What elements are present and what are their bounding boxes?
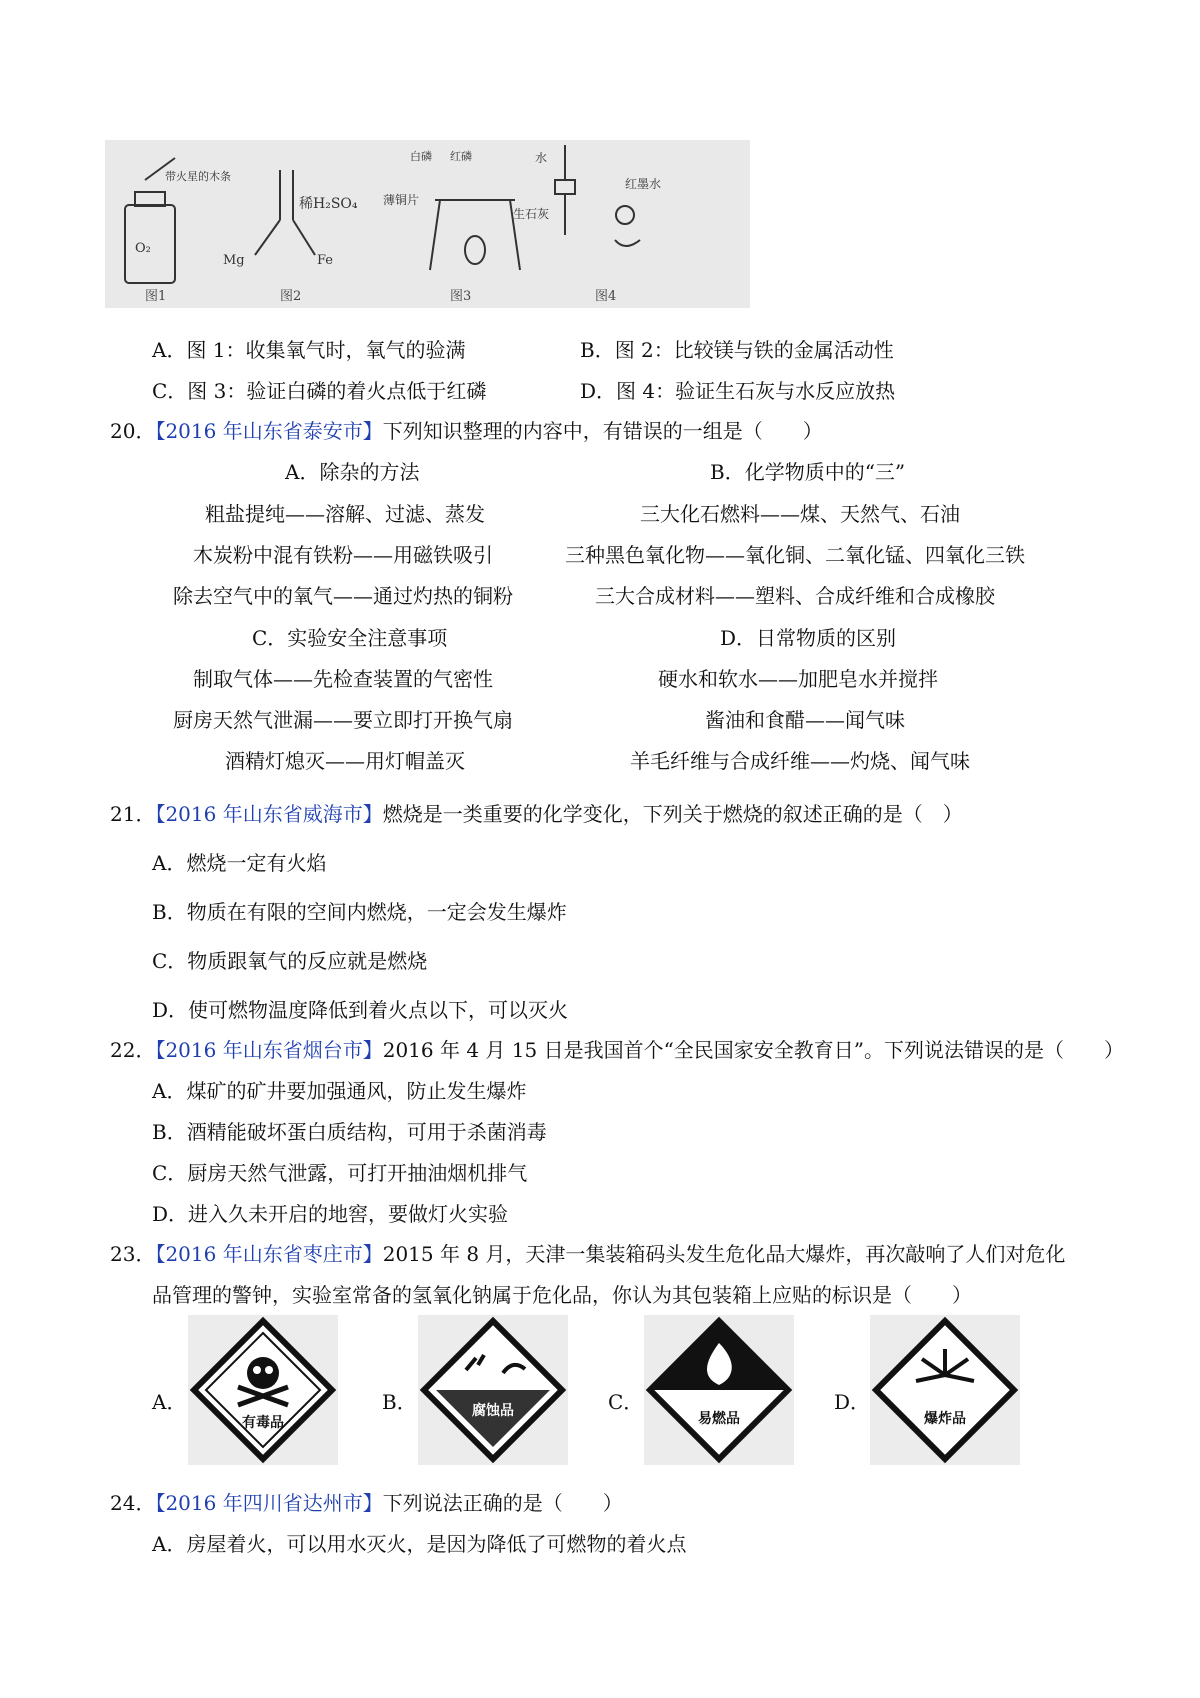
fig4-lime: 生石灰 — [513, 207, 550, 221]
q21-number: 21． — [110, 802, 156, 826]
fig2-acid: 稀H₂SO₄ — [299, 196, 358, 212]
sign-text-flammable: 易燃品 — [698, 1411, 740, 1427]
fig2-fe: Fe — [317, 253, 334, 268]
fig-caption-1: 图1 — [145, 289, 167, 304]
skull-icon — [247, 1357, 279, 1389]
q24-stem: 下列说法正确的是（ ） — [382, 1491, 623, 1515]
q22-option-d: D．进入久未开启的地窖，要做灯火实验 — [152, 1202, 509, 1226]
q20-source: 【2016 年山东省泰安市】 — [155, 419, 383, 443]
fig1-gas: O₂ — [135, 241, 151, 256]
q20-group-c-item: 酒精灯熄灭——用灯帽盖灭 — [225, 749, 465, 773]
q19-figure-strip — [105, 140, 750, 308]
q19-option-d: D．图 4：验证生石灰与水反应放热 — [580, 379, 896, 403]
q21-option-d: D．使可燃物温度降低到着火点以下，可以灭火 — [152, 998, 569, 1022]
q24-source: 【2016 年四川省达州市】 — [155, 1491, 383, 1515]
q20-group-a-title: A．除杂的方法 — [285, 460, 420, 484]
sign-text-toxic: 有毒品 — [242, 1415, 284, 1431]
q20-stem-line — [110, 421, 823, 441]
q21-stem-line — [110, 804, 963, 824]
fig3-plate: 薄铜片 — [383, 193, 420, 207]
q22-number: 22． — [110, 1038, 156, 1062]
q23-source: 【2016 年山东省枣庄市】 — [155, 1242, 383, 1266]
sign-explosive — [870, 1315, 1020, 1465]
q21-stem: 燃烧是一类重要的化学变化，下列关于燃烧的叙述正确的是（ ） — [382, 802, 963, 826]
fig-caption-4: 图4 — [595, 289, 617, 304]
q24-number: 24． — [110, 1491, 156, 1515]
q24-option-a: A．房屋着火，可以用水灭火，是因为降低了可燃物的着火点 — [152, 1532, 687, 1556]
q20-stem: 下列知识整理的内容中，有错误的一组是（ ） — [382, 419, 823, 443]
q23-stem-2: 品管理的警钟，实验室常备的氢氧化钠属于危化品，你认为其包装箱上应贴的标识是（ ） — [152, 1283, 972, 1307]
fig1-splint-label: 带火星的木条 — [165, 170, 231, 183]
fig-caption-2: 图2 — [280, 289, 302, 304]
q20-number: 20． — [110, 419, 156, 443]
q19-option-a: A．图 1：收集氧气时，氧气的验满 — [152, 338, 466, 362]
fig2-mg: Mg — [223, 253, 245, 268]
fig3-red-p: 红磷 — [450, 150, 472, 163]
q20-group-c-item: 制取气体——先检查装置的气密性 — [193, 667, 493, 691]
q23-option-c-letter: C． — [608, 1390, 644, 1414]
q20-group-b-item: 三大合成材料——塑料、合成纤维和合成橡胶 — [595, 584, 995, 608]
q20-group-b-title: B．化学物质中的“三” — [710, 460, 906, 484]
q23-stem-line — [110, 1244, 1065, 1264]
q20-group-a-item: 木炭粉中混有铁粉——用磁铁吸引 — [193, 543, 493, 567]
fig3-white-p: 白磷 — [410, 150, 432, 163]
q23-option-a-letter: A． — [152, 1390, 187, 1414]
q20-group-d-item: 羊毛纤维与合成纤维——灼烧、闻气味 — [630, 749, 970, 773]
fig2-y-tube — [255, 170, 315, 255]
q20-group-a-item: 粗盐提纯——溶解、过滤、蒸发 — [205, 502, 485, 526]
q20-group-c-title: C．实验安全注意事项 — [252, 626, 448, 650]
fig3-copper-plate-setup — [430, 200, 520, 270]
q22-option-a: A．煤矿的矿井要加强通风，防止发生爆炸 — [152, 1079, 527, 1103]
q21-option-c: C．物质跟氧气的反应就是燃烧 — [152, 949, 428, 973]
fig4-ink: 红墨水 — [625, 177, 662, 191]
sign-text-corrosive: 腐蚀品 — [472, 1403, 514, 1419]
q20-group-b-item: 三大化石燃料——煤、天然气、石油 — [640, 502, 960, 526]
fig4-water: 水 — [535, 151, 548, 165]
sign-text-explosive: 爆炸品 — [924, 1411, 966, 1427]
sign-corrosive — [418, 1315, 568, 1465]
q23-option-b-letter: B． — [382, 1390, 417, 1414]
q20-group-c-item: 厨房天然气泄漏——要立即打开换气扇 — [173, 708, 513, 732]
q21-option-b: B．物质在有限的空间内燃烧，一定会发生爆炸 — [152, 900, 567, 924]
q23-number: 23． — [110, 1242, 156, 1266]
q20-group-d-title: D．日常物质的区别 — [720, 626, 897, 650]
q20-group-d-item: 硬水和软水——加肥皂水并搅拌 — [658, 667, 938, 691]
q22-stem: 2016 年 4 月 15 日是我国首个“全民国家安全教育日”。下列说法错误的是（ ） — [382, 1038, 1125, 1062]
q22-stem-line — [110, 1040, 1124, 1060]
q19-option-c: C．图 3：验证白磷的着火点低于红磷 — [152, 379, 487, 403]
fig-caption-3: 图3 — [450, 289, 472, 304]
q23-option-d-letter: D． — [834, 1390, 871, 1414]
fig4-lime-water-setup — [555, 145, 640, 246]
q20-group-a-item: 除去空气中的氧气——通过灼热的铜粉 — [173, 584, 513, 608]
q22-option-c: C．厨房天然气泄露，可打开抽油烟机排气 — [152, 1161, 528, 1185]
q23-stem-1: 2015 年 8 月，天津一集装箱码头发生危化品大爆炸，再次敲响了人们对危化 — [382, 1242, 1066, 1266]
sign-toxic — [188, 1315, 338, 1465]
q22-option-b: B．酒精能破坏蛋白质结构，可用于杀菌消毒 — [152, 1120, 547, 1144]
q21-option-a: A．燃烧一定有火焰 — [152, 851, 327, 875]
q24-stem-line — [110, 1493, 623, 1513]
q20-group-d-item: 酱油和食醋——闻气味 — [705, 708, 905, 732]
q22-source: 【2016 年山东省烟台市】 — [155, 1038, 383, 1062]
q20-group-b-item: 三种黑色氧化物——氧化铜、二氧化锰、四氧化三铁 — [565, 543, 1025, 567]
q19-option-b: B．图 2：比较镁与铁的金属活动性 — [580, 338, 894, 362]
q21-source: 【2016 年山东省威海市】 — [155, 802, 383, 826]
sign-flammable — [644, 1315, 794, 1465]
